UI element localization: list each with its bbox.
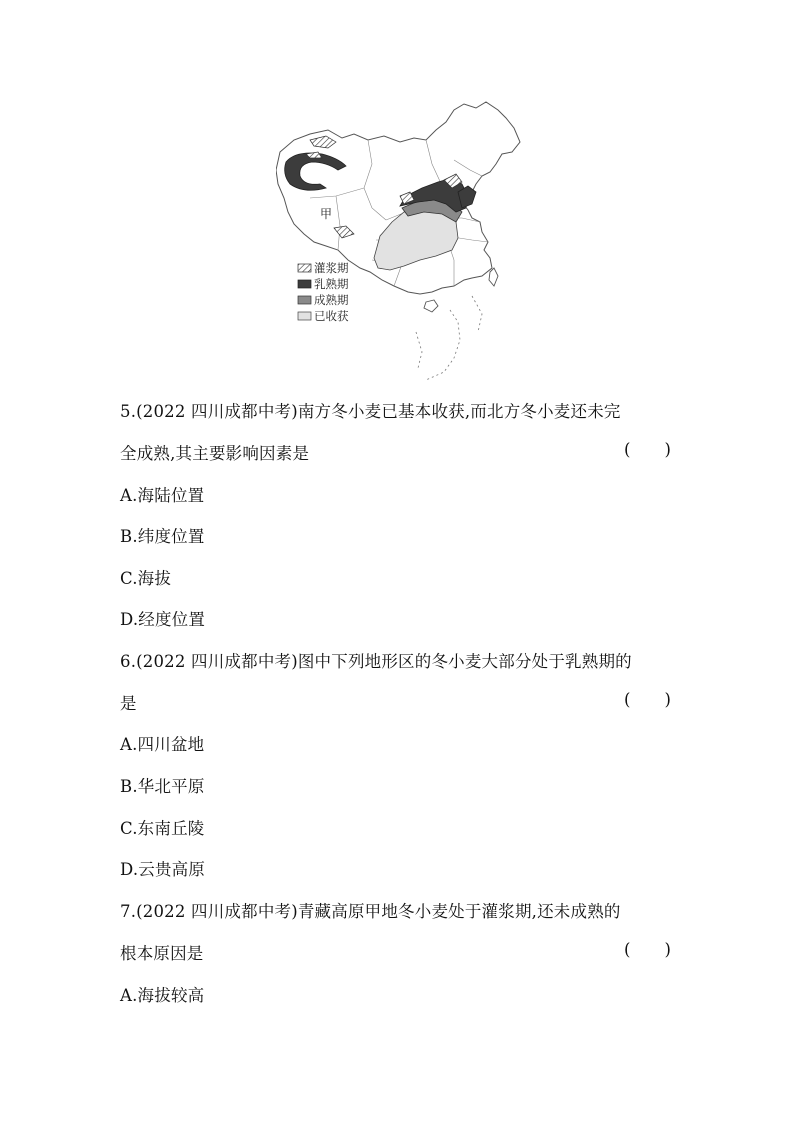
- q6-stem-line2: 是: [120, 694, 137, 713]
- q7-option-a[interactable]: A.海拔较高: [120, 986, 205, 1005]
- legend-label-filling: 灌浆期: [314, 261, 349, 275]
- taiwan-outline: [489, 268, 498, 286]
- label-jia: 甲: [320, 207, 333, 221]
- map-legend: [298, 261, 349, 323]
- q7-paren-open: (: [624, 940, 631, 959]
- q5-stem-line2: 全成熟,其主要影响因素是: [120, 444, 310, 463]
- legend-label-harvested: 已收获: [314, 309, 349, 323]
- legend-swatch-filling: [298, 264, 311, 272]
- q7-answer-blank[interactable]: [624, 940, 671, 959]
- q6-paren-open: (: [624, 690, 631, 709]
- legend-swatch-harvested: [298, 312, 311, 320]
- q6-paren-close: ): [664, 690, 671, 709]
- q5-paren-close: ): [664, 440, 671, 459]
- q5-option-b[interactable]: B.纬度位置: [120, 527, 205, 546]
- q6-stem-line1: 6.(2022 四川成都中考)图中下列地形区的冬小麦大部分处于乳熟期的: [120, 652, 632, 671]
- q7-stem-line2: 根本原因是: [120, 944, 204, 963]
- hainan-outline: [424, 300, 438, 312]
- q5-answer-blank[interactable]: [624, 440, 671, 459]
- q5-paren-open: (: [624, 440, 631, 459]
- legend-swatch-milk-ripe: [298, 280, 311, 288]
- q6-option-c[interactable]: C.东南丘陵: [120, 819, 205, 838]
- q5-stem-line1: 5.(2022 四川成都中考)南方冬小麦已基本收获,而北方冬小麦还未完: [120, 402, 621, 421]
- wheat-growth-stage-map: [276, 100, 526, 384]
- q6-option-b[interactable]: B.华北平原: [120, 777, 205, 796]
- q5-option-c[interactable]: C.海拔: [120, 569, 172, 588]
- legend-label-milk-ripe: 乳熟期: [314, 277, 349, 291]
- q6-answer-blank[interactable]: [624, 690, 671, 709]
- china-map-svg: [276, 100, 526, 384]
- q7-stem-line1: 7.(2022 四川成都中考)青藏高原甲地冬小麦处于灌浆期,还未成熟的: [120, 902, 621, 921]
- q7-paren-close: ): [664, 940, 671, 959]
- legend-label-mature: 成熟期: [314, 293, 349, 307]
- q6-option-d[interactable]: D.云贵高原: [120, 860, 206, 879]
- legend-swatch-mature: [298, 296, 311, 304]
- q5-option-a[interactable]: A.海陆位置: [120, 486, 205, 505]
- q6-option-a[interactable]: A.四川盆地: [120, 735, 205, 754]
- q5-option-d[interactable]: D.经度位置: [120, 610, 206, 629]
